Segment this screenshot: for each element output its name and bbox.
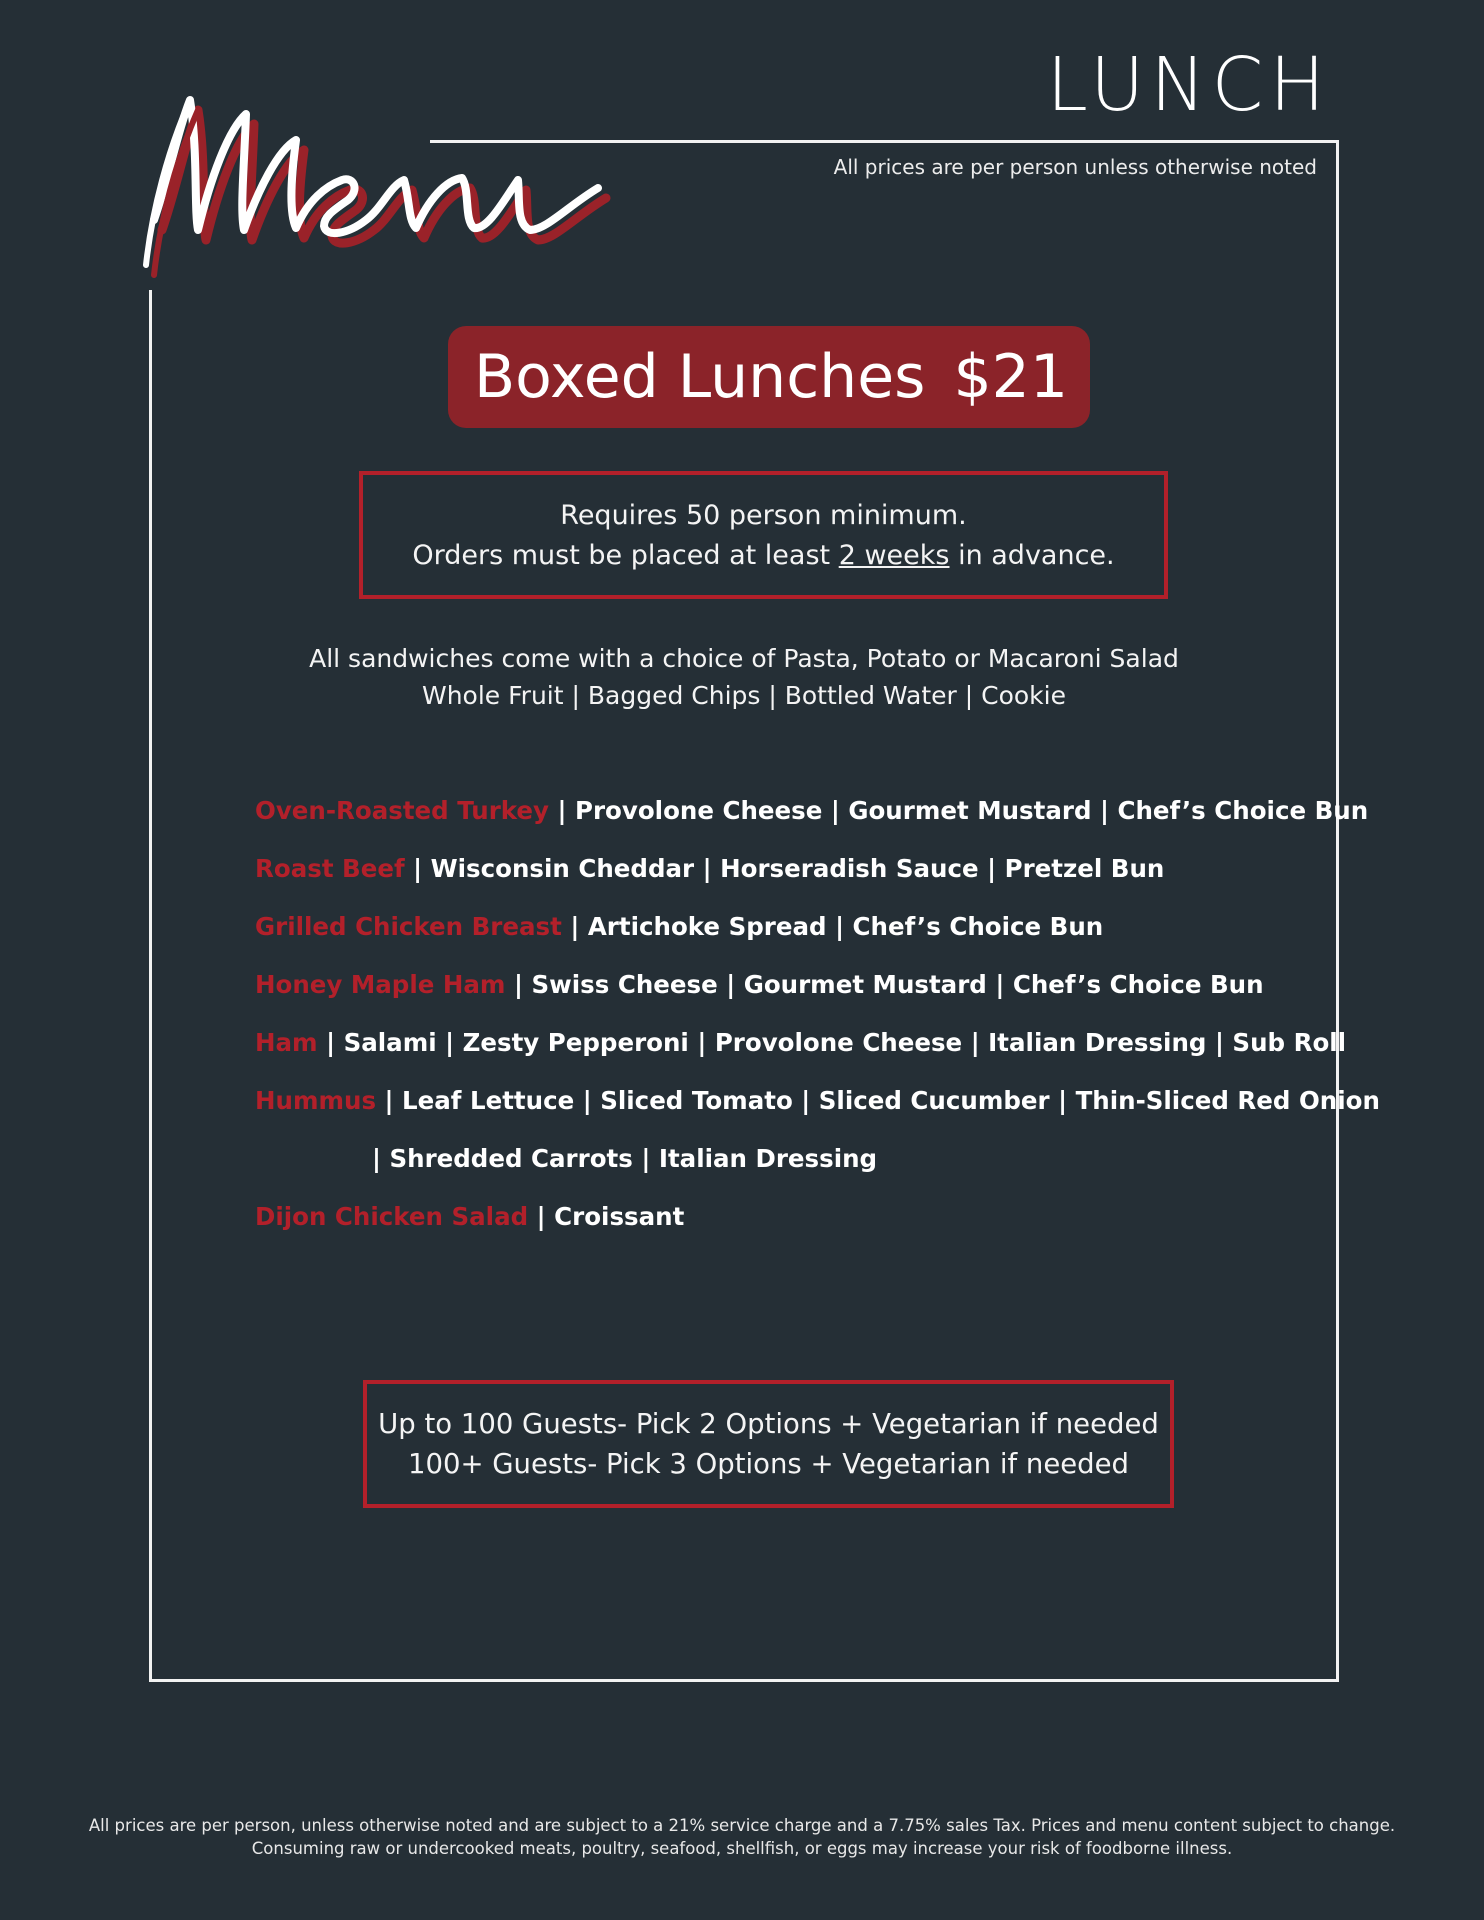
sandwich-name: Oven-Roasted Turkey — [255, 796, 549, 825]
requirement-advance-text-before: Orders must be placed at least — [412, 540, 839, 571]
logo-shadow-stroke — [162, 110, 606, 243]
price-note: All prices are per person unless otherwise noted — [833, 155, 1317, 179]
sandwich-name: Honey Maple Ham — [255, 970, 506, 999]
sandwich-name: Roast Beef — [255, 854, 405, 883]
sandwich-detail: | Leaf Lettuce | Sliced Tomato | Sliced Cucumber | Thin-Sliced Red Onion — [376, 1086, 1380, 1115]
requirement-minimum: Requires 50 person minimum. — [560, 500, 967, 531]
sides-included: Whole Fruit | Bagged Chips | Bottled Water | Cookie — [421, 681, 1066, 710]
sandwich-item — [255, 1014, 1380, 1072]
sides-salad-choice: All sandwiches come with a choice of Pasta, Potato or Macaroni Salad — [309, 644, 1179, 673]
footer-disclaimer — [0, 1814, 1484, 1860]
requirement-advance-text-after: in advance. — [949, 540, 1115, 571]
sandwich-item — [255, 840, 1380, 898]
sides-description — [149, 640, 1339, 714]
menu-script-logo — [128, 70, 618, 290]
sandwich-item — [255, 1188, 1380, 1246]
sandwich-detail: | Wisconsin Cheddar | Horseradish Sauce | Pretzel Bun — [404, 854, 1165, 883]
sandwich-detail: | Shredded Carrots | Italian Dressing — [372, 1144, 878, 1173]
requirement-advance-weeks: 2 weeks — [838, 540, 950, 571]
sandwich-name: Grilled Chicken Breast — [255, 912, 562, 941]
footer-food-safety-note: Consuming raw or undercooked meats, poultry, seafood, shellfish, or eggs may increase your risk of foodborne illness. — [251, 1839, 1233, 1858]
guest-option-large: 100+ Guests- Pick 3 Options + Vegetarian if needed — [407, 1448, 1130, 1480]
sandwich-name: Hummus — [255, 1086, 377, 1115]
requirements-box — [359, 471, 1168, 599]
sandwich-item — [255, 898, 1380, 956]
section-title: LUNCH — [1046, 42, 1331, 128]
sandwich-list — [255, 782, 1380, 1246]
package-price: $21 — [953, 342, 1068, 412]
requirement-advance — [363, 536, 1164, 576]
sandwich-name: Dijon Chicken Salad — [255, 1202, 529, 1231]
sandwich-detail: | Croissant — [528, 1202, 685, 1231]
footer-pricing-note: All prices are per person, unless otherwise noted and are subject to a 21% service charge and a 7.75% sales Tax. Prices and menu content subject to change. — [88, 1816, 1396, 1835]
sandwich-detail-continuation — [255, 1130, 1380, 1188]
sandwich-name: Ham — [255, 1028, 318, 1057]
sandwich-detail: | Salami | Zesty Pepperoni | Provolone Cheese | Italian Dressing | Sub Roll — [317, 1028, 1347, 1057]
sandwich-item — [255, 782, 1380, 840]
sandwich-detail: | Provolone Cheese | Gourmet Mustard | Chef’s Choice Bun — [549, 796, 1369, 825]
guest-option-small: Up to 100 Guests- Pick 2 Options + Vegetarian if needed — [378, 1408, 1159, 1440]
sandwich-item — [255, 956, 1380, 1014]
package-header — [448, 326, 1090, 428]
package-name: Boxed Lunches — [474, 342, 926, 412]
sandwich-item — [255, 1072, 1380, 1130]
guest-options-box — [363, 1380, 1174, 1508]
sandwich-detail: | Swiss Cheese | Gourmet Mustard | Chef’s Choice Bun — [505, 970, 1264, 999]
sandwich-detail: | Artichoke Spread | Chef’s Choice Bun — [561, 912, 1104, 941]
